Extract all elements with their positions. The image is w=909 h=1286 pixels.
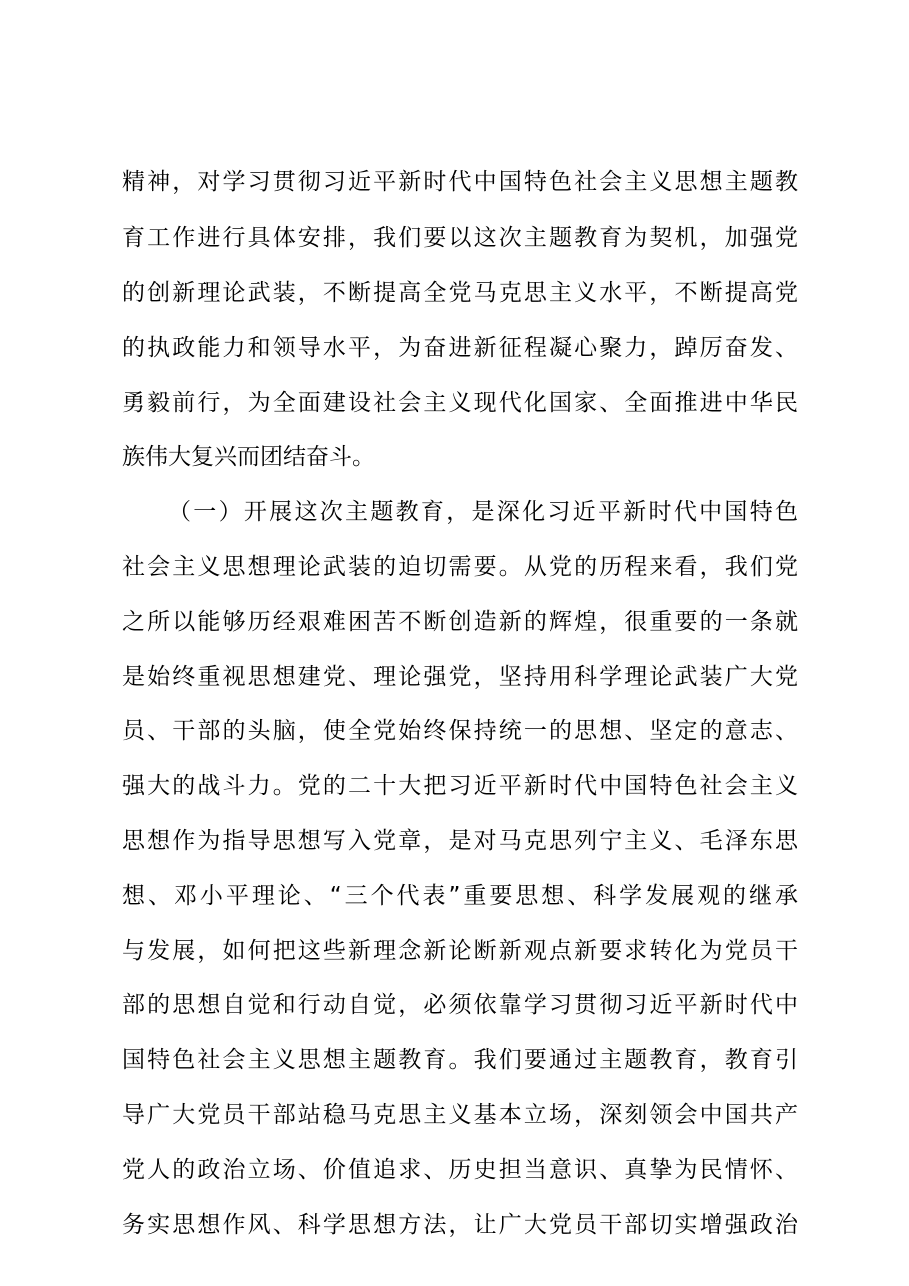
text-line: 强大的战斗力。党的二十大把习近平新时代中国特色社会主义: [122, 773, 798, 799]
text-line: 思想作为指导思想写入党章，是对马克思列宁主义、毛泽东思: [122, 828, 798, 854]
text-line: 导广大党员干部站稳马克思主义基本立场，深刻领会中国共产: [122, 1102, 798, 1128]
text-line: 是始终重视思想建党、理论强党，坚持用科学理论武装广大党: [122, 664, 798, 690]
text-line: 社会主义思想理论武装的迫切需要。从党的历程来看，我们党: [122, 554, 798, 580]
paragraph-first-line: （一）开展这次主题教育，是深化习近平新时代中国特色: [168, 499, 798, 525]
text-line: 务实思想作风、科学思想方法，让广大党员干部切实增强政治: [122, 1212, 798, 1238]
text-line: 精神，对学习贯彻习近平新时代中国特色社会主义思想主题教: [122, 169, 798, 195]
text-line: 国特色社会主义思想主题教育。我们要通过主题教育，教育引: [122, 1047, 798, 1073]
text-line: 族伟大复兴而团结奋斗。: [122, 444, 375, 470]
text-line: 与发展，如何把这些新理念新论断新观点新要求转化为党员干: [122, 938, 798, 964]
text-line: 员、干部的头脑，使全党始终保持统一的思想、坚定的意志、: [122, 718, 798, 744]
text-line: 想、邓小平理论、“三个代表”重要思想、科学发展观的继承: [122, 883, 798, 909]
text-line: 的执政能力和领导水平，为奋进新征程凝心聚力，踔厉奋发、: [122, 335, 798, 361]
text-line: 育工作进行具体安排，我们要以这次主题教育为契机，加强党: [122, 225, 798, 251]
text-line: 之所以能够历经艰难困苦不断创造新的辉煌，很重要的一条就: [122, 609, 798, 635]
text-line: 党人的政治立场、价值追求、历史担当意识、真挚为民情怀、: [122, 1157, 798, 1183]
text-line: 部的思想自觉和行动自觉，必须依靠学习贯彻习近平新时代中: [122, 992, 798, 1018]
text-line: 的创新理论武装，不断提高全党马克思主义水平，不断提高党: [122, 280, 798, 306]
text-line: 勇毅前行，为全面建设社会主义现代化国家、全面推进中华民: [122, 390, 798, 416]
